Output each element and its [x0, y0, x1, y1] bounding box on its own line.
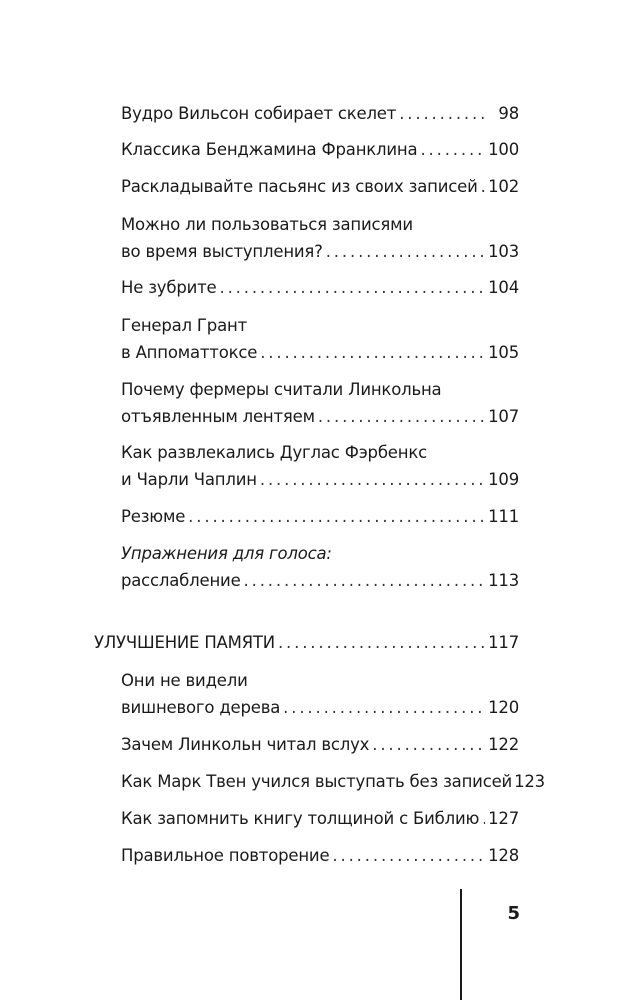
- toc-entry-title-line2: во время выступления?: [121, 242, 323, 261]
- toc-entry[interactable]: [121, 503, 519, 530]
- toc-leader-dots: [481, 173, 486, 200]
- toc-leader-dots: [260, 466, 485, 493]
- toc-leader-dots: [244, 567, 486, 594]
- toc-page-number: 98: [498, 104, 519, 123]
- toc-page-number: 113: [488, 571, 519, 590]
- toc-page-number: 104: [488, 278, 519, 297]
- toc-entry-title-line1: Генерал Грант: [121, 316, 247, 335]
- toc-page-number: 117: [488, 633, 519, 652]
- toc-entry-title: Раскладывайте пасьянс из своих записей: [121, 177, 478, 196]
- toc-entry[interactable]: [121, 376, 519, 430]
- toc-entry-title-line2: вишневого дерева: [121, 698, 281, 717]
- toc-entry-title: Зачем Линкольн читал вслух: [121, 735, 370, 754]
- toc-entry[interactable]: [121, 439, 519, 493]
- toc-leader-dots: [420, 136, 485, 163]
- toc-leader-dots: [482, 805, 485, 832]
- toc-entry[interactable]: [121, 731, 519, 758]
- toc-leader-dots: [188, 503, 485, 530]
- toc-entry-title-line2: и Чарли Чаплин: [121, 470, 257, 489]
- toc-entry-title: Как запомнить книгу толщиной с Библию: [121, 809, 480, 828]
- toc-leader-dots: [283, 694, 485, 721]
- toc-entry[interactable]: [121, 136, 519, 163]
- toc-entry-title-line1: Как развлекались Дуглас Фэрбенкс: [121, 443, 427, 462]
- toc-entry[interactable]: [121, 312, 519, 366]
- toc-entry-title: Резюме: [121, 507, 186, 526]
- toc-entry[interactable]: [121, 274, 519, 301]
- toc-entry[interactable]: [121, 100, 519, 127]
- toc-entry-title: Как Марк Твен учился выступать без записей: [121, 772, 513, 791]
- toc-page-number: 123: [514, 772, 545, 791]
- toc-leader-dots: [318, 403, 485, 430]
- toc-entry-title-line2: в Аппоматтоксе: [121, 343, 258, 362]
- toc-page-number: 122: [488, 735, 519, 754]
- toc-entry[interactable]: [121, 805, 519, 832]
- toc-leader-dots: [278, 629, 485, 656]
- toc-entry[interactable]: [121, 540, 519, 594]
- toc-page-number: 128: [488, 846, 519, 865]
- toc-leader-dots: [326, 238, 485, 265]
- footer-divider: [460, 889, 462, 1000]
- toc-page-number: 127: [488, 809, 519, 828]
- toc-leader-dots: [399, 100, 486, 127]
- toc-leader-dots: [260, 339, 485, 366]
- toc-entry[interactable]: [121, 173, 519, 200]
- toc-page-number: 103: [488, 242, 519, 261]
- toc-entry-title-line2: расслабление: [121, 571, 241, 590]
- toc-page-number: 100: [488, 140, 519, 159]
- toc-entry-title-line1: Они не видели: [121, 671, 248, 690]
- toc-page-number: 102: [488, 177, 519, 196]
- toc-page-number: 111: [488, 507, 519, 526]
- toc-page-number: 120: [488, 698, 519, 717]
- toc-entry[interactable]: [121, 667, 519, 721]
- toc-leader-dots: [332, 842, 485, 869]
- toc-entry-title-line1: Можно ли пользоваться записями: [121, 215, 413, 234]
- toc-entry[interactable]: [121, 211, 519, 265]
- toc-page-number: 109: [488, 470, 519, 489]
- toc-section-title: УЛУЧШЕНИЕ ПАМЯТИ: [94, 633, 275, 652]
- toc-entry-title: Правильное повторение: [121, 846, 330, 865]
- page-number: 5: [507, 903, 520, 924]
- toc-section-entry[interactable]: [94, 629, 519, 656]
- toc-leader-dots: [372, 731, 485, 758]
- toc-entry-title: Не зубрите: [121, 278, 217, 297]
- toc-entry-title: Вудро Вильсон собирает скелет: [121, 104, 397, 123]
- toc-leader-dots: [219, 274, 485, 301]
- toc-entry-title-line2: отъявленным лентяем: [121, 407, 315, 426]
- toc-page-number: 107: [488, 407, 519, 426]
- toc-entry[interactable]: [121, 768, 545, 795]
- toc-entry[interactable]: [121, 842, 519, 869]
- toc-entry-title-line1: Почему фермеры считали Линкольна: [121, 380, 442, 399]
- toc-page-number: 105: [488, 343, 519, 362]
- toc-entry-title-line1: Упражнения для голоса:: [121, 544, 332, 563]
- toc-entry-title: Классика Бенджамина Франклина: [121, 140, 418, 159]
